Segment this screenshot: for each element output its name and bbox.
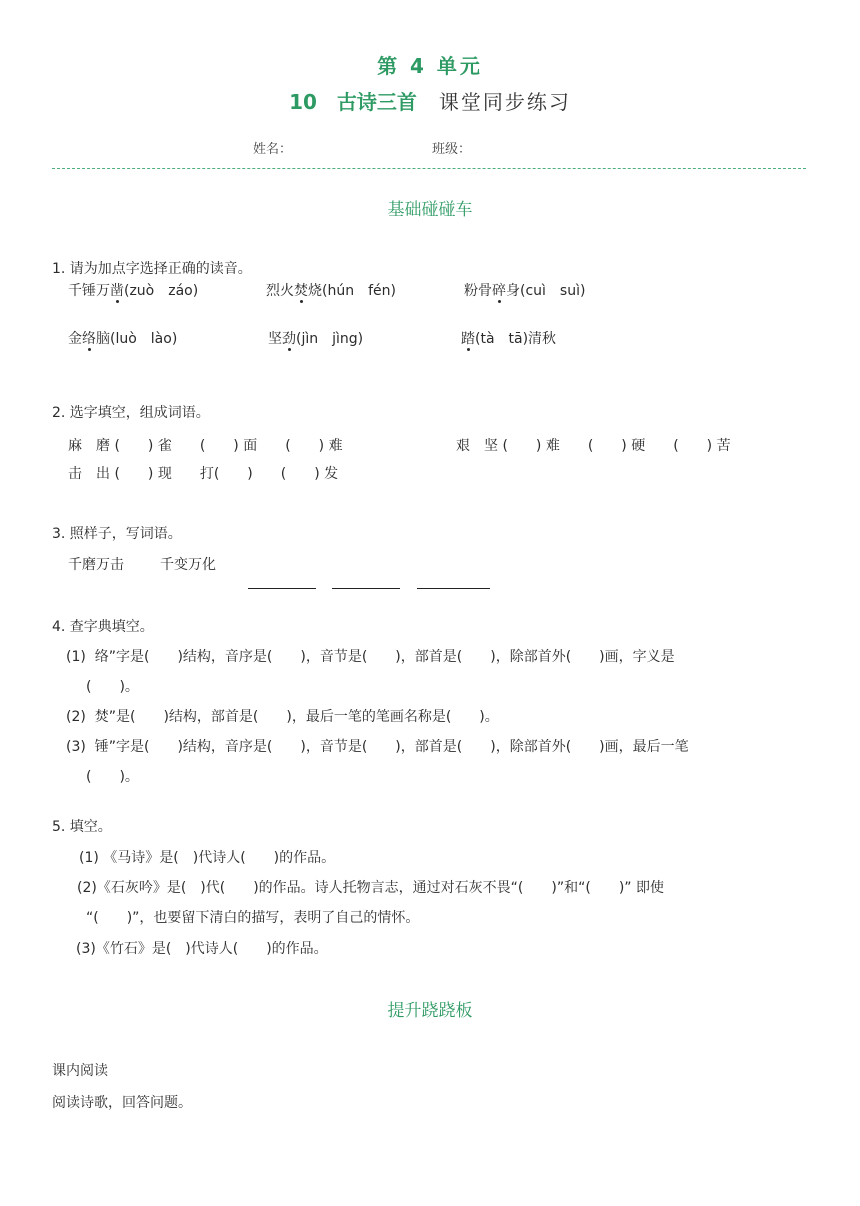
q4-title: 4. 查字典填空。	[52, 619, 154, 635]
q1-item: 金络脑(luò lào)	[68, 331, 178, 347]
q4-item-1: (1) 络”字是( )结构，音序是( )，音节是( )，部首是( )，除部首外( )画，字义是	[66, 649, 675, 665]
reading-instruction: 阅读诗歌，回答问题。	[52, 1095, 192, 1111]
q1-item: 粉骨碎身(cuì suì)	[464, 283, 586, 299]
lesson-title	[0, 86, 860, 115]
q3-title: 3. 照样子，写词语。	[52, 526, 182, 542]
q5-item-1: (1) 《马诗》是( )代诗人( )的作品。	[79, 850, 336, 866]
q4-item-2: (2) 焚”是( )结构，部首是( )，最后一笔的笔画名称是( )。	[66, 709, 499, 725]
q2-title: 2. 选字填空，组成词语。	[52, 405, 210, 421]
name-label: 姓名：	[253, 142, 293, 157]
class-label: 班级：	[432, 142, 472, 157]
lesson-subtitle: 课堂同步练习	[438, 90, 571, 114]
q5-title: 5. 填空。	[52, 819, 112, 835]
lesson-name: 古诗三首	[336, 90, 417, 114]
unit-title: 第 4 单元	[377, 54, 483, 78]
q1-title: 1. 请为加点字选择正确的读音。	[52, 261, 252, 277]
q4-item-1-cont: ( )。	[86, 679, 139, 695]
q1-item: 坚劲(jìn jìng)	[268, 331, 364, 347]
q2-row2: 击 出 ( ) 现 打( ) ( ) 发	[68, 466, 339, 482]
q3-answer-line[interactable]	[332, 570, 400, 589]
q1-item: 千锤万凿(zuò záo)	[68, 283, 199, 299]
q1-item: 烈火焚烧(hún fén)	[266, 283, 396, 299]
q5-item-3: (3)《竹石》是( )代诗人( )的作品。	[76, 941, 328, 957]
q5-item-2: (2)《石灰吟》是( )代( )的作品。诗人托物言志，通过对石灰不畏“( )”和“( )” 即使	[77, 880, 664, 896]
q3-answer-line[interactable]	[417, 570, 490, 589]
q3-example-1: 千磨万击	[68, 557, 124, 573]
reading-heading: 课内阅读	[52, 1063, 108, 1079]
q2-row1-left: 麻 磨 ( ) 雀 ( ) 面 ( ) 难	[68, 438, 343, 454]
q4-item-3: (3) 锤”字是( )结构，音序是( )，音节是( )，部首是( )，除部首外( )画，最后一笔	[66, 739, 689, 755]
q4-item-3-cont: ( )。	[86, 769, 139, 785]
section-basic: 基础碰碰车	[387, 200, 473, 220]
q2-row1-right: 艰 坚 ( ) 难 ( ) 硬 ( ) 苦	[456, 438, 731, 454]
section-advanced: 提升跷跷板	[387, 1001, 473, 1021]
q5-item-2-cont: “( )”，也要留下清白的描写，表明了自己的情怀。	[86, 910, 420, 926]
lesson-number: 10	[289, 90, 317, 114]
q3-example-2: 千变万化	[160, 557, 216, 573]
dashed-divider	[52, 168, 806, 169]
q1-item: 踏(tà tā)清秋	[461, 331, 557, 347]
q3-answer-line[interactable]	[248, 570, 316, 589]
